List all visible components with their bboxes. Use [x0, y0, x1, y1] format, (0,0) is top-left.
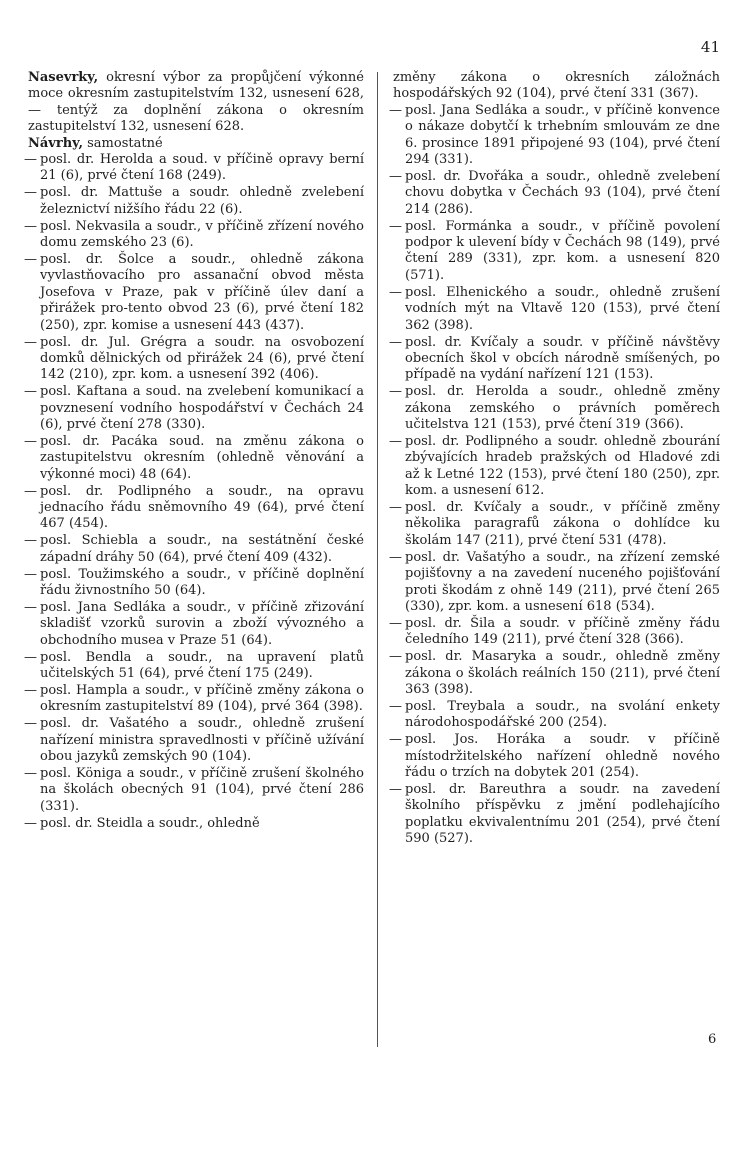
index-entry: [24, 766, 364, 815]
entry-dash: —: [389, 649, 402, 665]
entry-dash: —: [389, 384, 402, 400]
entry-dash: —: [24, 152, 37, 168]
entry-text: posl. dr. Dvořáka a soudr., ohledně zvelebení chovu dobytka v Čechách 93 (104), prvé čtení 214 (286).: [405, 168, 720, 217]
index-entry: [24, 251, 364, 334]
entry-text: posl. Formánka a soudr., v příčině povolení podpor k ulevení bídy v Čechách 98 (149), prvé čtení 289 (331), zpr. kom. a usnesení 820 (571).: [405, 218, 720, 283]
entry-text: posl. dr. Herolda a soud. v příčině opravy berní 21 (6), prvé čtení 168 (249).: [40, 152, 364, 184]
entry-text: posl. dr. Vašatýho a soudr., na zřízení zemské pojišťovny a na zavedení nuceného pojišťování proti škodám z ohně 149 (211), prvé čtení 265 (330), zpr. kom. a usnesení 618 (534).: [405, 549, 720, 614]
index-entry: [24, 185, 364, 218]
entry-text: posl. Hampla a soudr., v příčině změny zákona o okresním zastupitelství 89 (104), prvé 364 (398).: [40, 683, 364, 715]
entry-dash: —: [24, 483, 37, 499]
entry-dash: —: [24, 716, 37, 732]
entry-text: posl. Jos. Horáka a soudr. v příčině místodržitelského nařízení ohledně nového řádu o trzích na dobytek 201 (254).: [405, 732, 720, 781]
entry-text: posl. dr. Kvíčaly a soudr., v příčině změny několika paragrafů zákona o dohlídce ku školám 147 (211), prvé čtení 531 (478).: [405, 500, 720, 548]
entry-text: posl. dr. Steidla a soudr., ohledně: [40, 815, 260, 831]
entry-text: posl. dr. Podlipného a soudr., na opravu jednacího řádu sněmovního 49 (64), prvé čtení 467 (454).: [40, 483, 364, 532]
index-entry: [389, 168, 720, 218]
entry-text: posl. dr. Šila a soudr. v příčině změny řádu čeledního 149 (211), prvé čtení 328 (366).: [405, 615, 720, 648]
entry-dash: —: [24, 600, 37, 615]
page-number: 41: [700, 38, 720, 56]
entry-dash: —: [389, 168, 402, 184]
index-entry: [24, 815, 364, 832]
index-entry: [24, 649, 364, 683]
headword: Nasevrky,: [28, 70, 99, 85]
index-entry: [389, 698, 720, 732]
index-entry: [24, 152, 364, 185]
entry-dash: —: [389, 102, 402, 118]
entry-text: posl. dr. Podlipného a soudr. ohledně zbourání zbývajících hradeb pražských od Hladové zdi až k Letné 122 (153), prvé čtení 180 (250), zpr. kom. a usnesení 612.: [405, 433, 720, 499]
entry-dash: —: [24, 433, 37, 449]
entry-text: posl. dr. Šolce a soudr., ohledně zákona vyvlastňovacího pro assanační obvod města Josefova v Praze, pak v příčině úlev daní a přirážek pro-tento obvod 23 (6), prvé čtení 182 (250), zpr. komise a usnesení 443 (437).: [40, 251, 364, 333]
entry-text: posl. Jana Sedláka a soudr., v příčině zřizování skladišť vzorků surovin a zboží vývozného a obchodního musea v Praze 51 (64).: [40, 600, 364, 648]
entry-dash: —: [24, 334, 37, 350]
entry-text: posl. Jana Sedláka a soudr., v příčině konvence o nákaze dobytčí k trhebním smlouvám ze dne 6. prosince 1891 připojené 93 (104), prvé čtení 294 (331).: [405, 102, 720, 168]
signature-mark: 6: [708, 1032, 717, 1047]
entry-dash: —: [24, 251, 37, 267]
entry-text: posl. Bendla a soudr., na upravení platů učitelských 51 (64), prvé čtení 175 (249).: [40, 649, 364, 682]
column-divider: [377, 72, 378, 1047]
index-entry: [389, 334, 720, 384]
index-entry: [24, 384, 364, 433]
index-entry: [24, 483, 364, 533]
entry-dash: —: [24, 815, 37, 831]
index-entry: [24, 218, 364, 252]
index-entry: [389, 500, 720, 549]
entry-dash: —: [389, 698, 402, 714]
index-entry: [24, 334, 364, 384]
left-entries: [24, 152, 364, 832]
entry-dash: —: [389, 218, 402, 234]
entry-dash: —: [24, 766, 37, 782]
index-entry: [389, 433, 720, 500]
right-entries: [389, 102, 720, 848]
entry-text: posl. dr. Vašatého a soudr., ohledně zrušení nařízení ministra spravedlnosti v příčině užívání obou jazyků zemských 90 (104).: [40, 716, 364, 765]
entry-dash: —: [389, 500, 402, 516]
index-entry: [24, 716, 364, 765]
entry-text: posl. Toužimského a soudr., v příčině doplnění řádu živnostního 50 (64).: [40, 566, 364, 599]
index-entry: [389, 218, 720, 285]
index-entry: [389, 781, 720, 848]
index-heading-navrhy: [28, 136, 364, 152]
index-entry: [24, 433, 364, 483]
entry-dash: —: [24, 683, 37, 699]
heading-text: samostatné: [83, 135, 163, 151]
headword: Návrhy,: [28, 135, 83, 151]
entry-dash: —: [389, 334, 402, 350]
index-entry: [389, 284, 720, 334]
index-entry: [389, 732, 720, 781]
index-entry: [389, 549, 720, 616]
index-entry: [389, 102, 720, 169]
left-column: [24, 70, 364, 833]
entry-text: posl. dr. Bareuthra a soudr. na zavedení školního příspěvku z jmění podlehajícího poplatku ekvivalentnímu 201 (254), prvé čtení 590 (527).: [405, 781, 720, 847]
entry-dash: —: [389, 615, 402, 631]
entry-text: posl. dr. Mattuše a soudr. ohledně zvelebení železnictví nižšího řádu 22 (6).: [40, 185, 364, 217]
entry-text: posl. Treybala a soudr., na svolání enkety národohospodářské 200 (254).: [405, 698, 720, 731]
entry-text: posl. Elhenického a soudr., ohledně zrušení vodních mýt na Vltavě 120 (153), prvé čtení 362 (398).: [405, 284, 720, 333]
entry-dash: —: [389, 284, 402, 300]
entry-text: posl. dr. Jul. Grégra a soudr. na osvobození domků dělnických od přirážek 24 (6), prvé čtení 142 (210), zpr. kom. a usnesení 392 (406).: [40, 334, 364, 383]
entry-dash: —: [24, 566, 37, 582]
index-entry: [24, 533, 364, 566]
entry-dash: —: [24, 649, 37, 665]
entry-dash: —: [24, 533, 37, 549]
index-heading-nasevrky: [28, 70, 364, 136]
index-entry: [389, 649, 720, 698]
heading-text: okresní výbor za propůjčení výkonné moce okresním zastupitelstvím 132, usnesení 628, — tentýž za doplnění zákona o okresním zastupitelství 132, usnesení 628.: [28, 70, 364, 135]
entry-text: posl. dr. Herolda a soudr., ohledně změny zákona zemského o právních poměrech učitelstva 121 (153), prvé čtení 319 (366).: [405, 384, 720, 433]
entry-dash: —: [389, 781, 402, 797]
entry-text: posl. dr. Pacáka soud. na změnu zákona o zastupitelstvu okresním (ohledně věnování a výkonné moci) 48 (64).: [40, 433, 364, 482]
entry-dash: —: [389, 549, 402, 565]
index-entry-continuation: změny zákona o okresních záložnách hospodářských 92 (104), prvé čtení 331 (367).: [393, 70, 720, 102]
entry-text: posl. Königa a soudr., v příčině zrušení školného na školách obecných 91 (104), prvé čtení 286 (331).: [40, 766, 364, 814]
index-entry: [389, 615, 720, 649]
entry-text: posl. Nekvasila a soudr., v příčině zřízení nového domu zemského 23 (6).: [40, 218, 364, 251]
index-entry: [389, 384, 720, 433]
entry-dash: —: [24, 218, 37, 234]
entry-text: posl. Kaftana a soud. na zvelebení komunikací a povznesení vodního hospodářství v Čechách 24 (6), prvé čtení 278 (330).: [40, 384, 364, 433]
entry-dash: —: [389, 732, 402, 748]
index-entry: [24, 600, 364, 649]
entry-text: posl. dr. Kvíčaly a soudr. v příčině návštěvy obecních škol v obcích národně smíšených, po případě na vydání nařízení 121 (153).: [405, 334, 720, 383]
entry-dash: —: [389, 433, 402, 449]
index-entry: [24, 683, 364, 716]
index-entry: [24, 566, 364, 600]
entry-dash: —: [24, 384, 37, 400]
entry-text: posl. Schiebla a soudr., na sestátnění české západní dráhy 50 (64), prvé čtení 409 (432).: [40, 533, 364, 565]
entry-text: posl. dr. Masaryka a soudr., ohledně změny zákona o školách reálních 150 (211), prvé čtení 363 (398).: [405, 649, 720, 698]
right-column: [389, 70, 720, 848]
entry-dash: —: [24, 185, 37, 201]
